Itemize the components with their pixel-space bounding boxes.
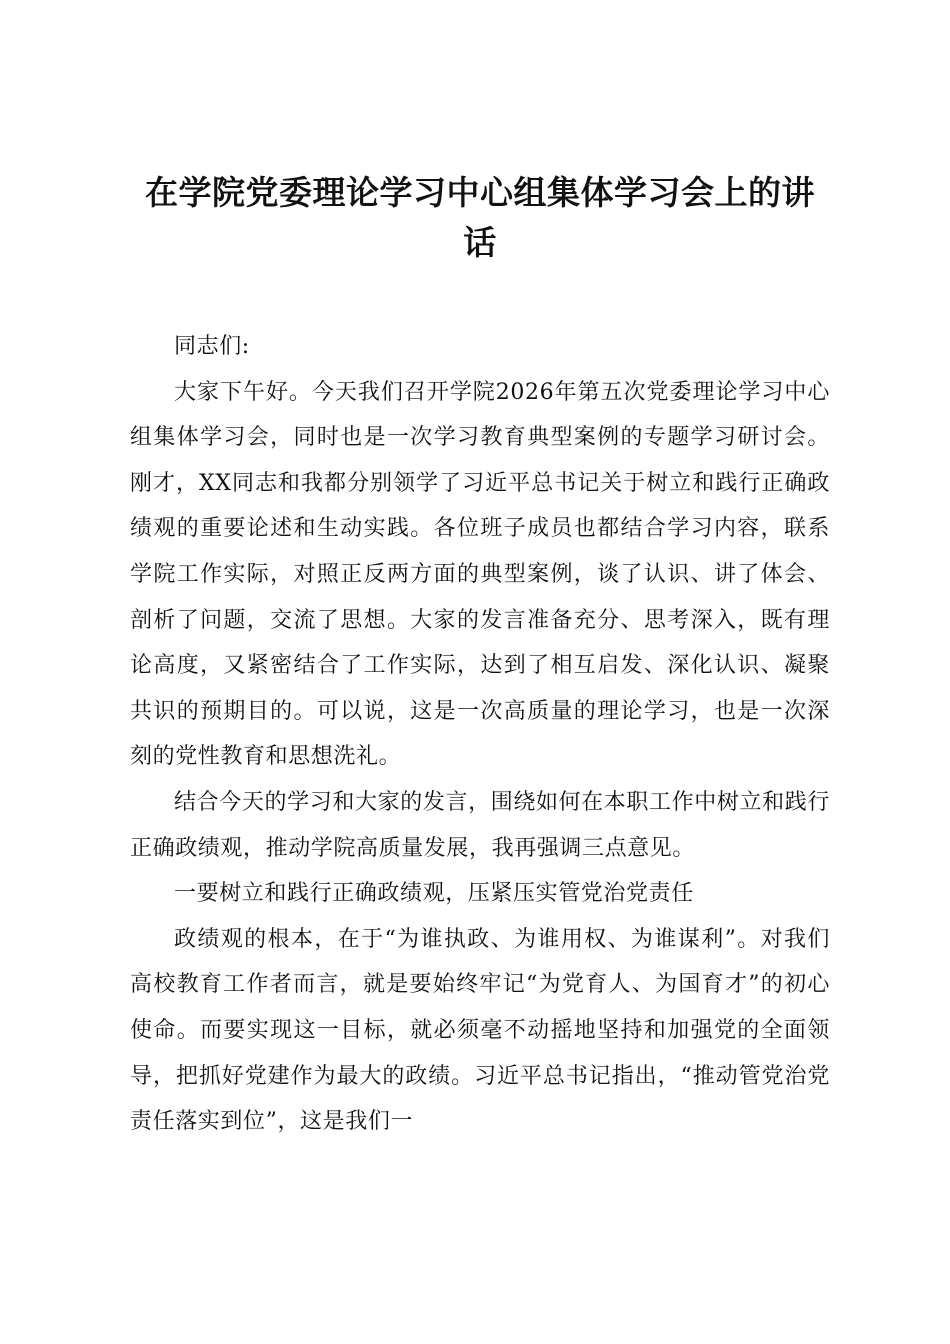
salutation: 同志们: [174,334,250,359]
paragraph-transition: 结合今天的学习和大家的发言，围绕如何在本职工作中树立和践行正确政绩观，推动学院高质量发展，我再强调三点意见。 [130,789,830,861]
paragraph-section-1: 政绩观的根本，在于“为谁执政、为谁用权、为谁谋利”。对我们高校教育工作者而言，就是要始终牢记“为党育人、为国育才”的初心使命。而要实现这一目标，就必须毫不动摇地坚持和加强党的全面领导，把抓好党建作为最大的政绩。习近平总书记指出，“推动管党治党责任落实到位”，这是我们一 [130,926,830,1135]
document-body [130,324,830,1145]
title-line-2: 话 [463,223,497,262]
document-title [120,168,840,268]
paragraph-opening: 大家下午好。今天我们召开学院2026年第五次党委理论学习中心组集体学习会，同时也是一次学习教育典型案例的专题学习研讨会。刚才，XX同志和我都分别领学了习近平总书记关于树立和践行正确政绩观的重要论述和生动实践。各位班子成员也都结合学习内容，联系学院工作实际，对照正反两方面的典型案例，谈了认识、讲了体会、剖析了问题，交流了思想。大家的发言准备充分、思考深入，既有理论高度，又紧密结合了工作实际，达到了相互启发、深化认识、凝聚共识的预期目的。可以说，这是一次高质量的理论学习，也是一次深刻的党性教育和思想洗礼。 [130,379,830,770]
section-heading-1: 一要树立和践行正确政绩观，压紧压实管党治党责任 [174,881,694,907]
title-line-1: 在学院党委理论学习中心组集体学习会上的讲 [145,173,815,212]
